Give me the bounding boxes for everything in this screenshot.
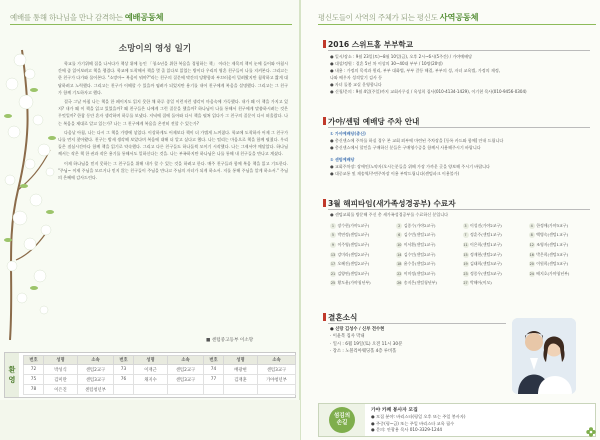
cert-entry (396, 240, 462, 250)
table-row (24, 365, 296, 375)
entry-number: 21 (330, 271, 336, 276)
entry-name: 이은희(센텀1교구) (470, 241, 502, 247)
table-row (330, 259, 595, 269)
cell: 74 (204, 365, 224, 375)
cell: 75 (24, 375, 44, 385)
entry-name: 이주영(센텀1교구) (337, 241, 370, 247)
cert-entry (330, 221, 396, 231)
wedding-details (330, 326, 508, 356)
blossom-illustration (0, 40, 58, 340)
entry-name: 박연정(센텀1교구) (337, 232, 370, 238)
volunteer-box (318, 403, 596, 437)
table-row (330, 250, 595, 260)
welcome-box (4, 352, 296, 398)
cell: 이은진 (44, 385, 78, 395)
cell: 77 (204, 375, 224, 385)
table-row (24, 385, 296, 395)
cert-entry (330, 259, 396, 269)
flower-icon (586, 427, 596, 437)
cell: 김재훈 (224, 375, 258, 385)
entry-name: 박은희(센텀3교구) (536, 251, 569, 257)
entry-number: 19 (463, 262, 468, 267)
cert-entry (529, 279, 595, 289)
cell: 센텀청년부 (78, 385, 114, 395)
detail-line: ● 신청/문의 : 9월 4일(주일)까지 교회사무실 / 육성희 집사(010-4134-1429), 이기현 목사(010-9456-0304) (330, 89, 527, 94)
cert-entry (396, 279, 462, 289)
cert-entry (330, 269, 396, 279)
entry-number: 26 (397, 281, 402, 286)
section-marker (323, 117, 326, 125)
cert-table (330, 221, 595, 288)
cert-entry (529, 231, 595, 241)
essay-author: ■ 센텀중고등부 이소망 (206, 338, 254, 343)
entry-name: 김종수(가야2교구) (403, 222, 436, 228)
section-rule (328, 127, 590, 128)
entry-name: 박해아(이모) (470, 280, 492, 286)
right-header-rule (318, 24, 596, 25)
entry-number: 10 (397, 242, 402, 247)
entry-number: 4 (530, 223, 533, 228)
entry-name: 김태희(센텀3교구) (470, 261, 502, 267)
detail-line: ● 문의: 안광용 목사 010-3329-1244 (371, 427, 443, 433)
essay-body (58, 60, 288, 183)
detail-line: ● 총신센스에 주차를 하실 경우 본 교회 외부에 마련된 주차장을 [등록 카드와 함께] 안내 드립니다 (330, 138, 504, 143)
cert-entry (529, 269, 595, 279)
entry-number: 17 (330, 262, 336, 267)
entry-number: 25 (330, 281, 336, 286)
school-details (330, 53, 595, 95)
page-spine (299, 0, 301, 440)
cell: 센텀2교구 (78, 365, 114, 375)
detail-line: ● 모집 분야: 바리스타(평일 오후 또는 주일 봉사자) (371, 414, 466, 420)
entry-name: 이원희(센텀3교구) (536, 261, 569, 267)
table-row (330, 240, 595, 250)
entry-number: 7 (464, 233, 467, 238)
right-header-title: 사역공동체 (439, 12, 479, 22)
volunteer-badge (329, 407, 355, 433)
wedding-couple: ● 신랑 김성수 / 신부 전수현 (330, 327, 385, 332)
col-header: 소속 (168, 356, 204, 365)
essay-paragraph: 다음날 아침, 나는 다시 그 책을 가방에 넣었다. 이상하게도 어제보다 책이 더 가볍게 느껴졌다. 학교에 도착하자 어제 그 친구가 나를 먼저 찾아왔다. 친구는 밤새 생각해 보았다며 복음에 대해 더 알고 싶다고 했다. 나는 떨리는 마음으로 책을 함께 펼쳤다. 우리 둘은 점심시간마다 함께 책을 읽기로 약속했다. 그리고 다른 친구들도 하나둘씩 모이기 시작했다. 나는 그제서야 깨달았다. 하나님께서는 작은 책 한 권과 작은 용기를 통해서도 일하신다는 것을. 나는 부족하지만 하나님은 나를 통해 내 친구들을 만나고 계셨다. (58, 129, 288, 157)
entry-number: 20 (529, 262, 534, 267)
detail-line: ● 일시/장소 : 9월 23일(토)~8월 10일(금), 오후 2시~6시(5주간) / 가야예배당 (330, 54, 473, 59)
cert-entry (396, 221, 462, 231)
cell: 채지수 (134, 375, 168, 385)
welcome-tag (5, 353, 19, 397)
cell: 76 (114, 375, 134, 385)
cert-entry (396, 250, 462, 260)
badge-top: 섬김의 (333, 413, 351, 419)
cell: 가야청년부 (258, 375, 296, 385)
entry-name: 김양연(센텀3교구) (337, 270, 370, 276)
detail-line: 나와 배우자 성격알기 검사 등 (330, 75, 383, 80)
entry-name: 한정애(가야3교구) (536, 222, 569, 228)
detail-line: ● 자녀 돌봄 교실 운영합니다 (330, 82, 382, 87)
entry-number: 2 (398, 223, 401, 228)
entry-name: 정종우(센텀3교구) (470, 270, 502, 276)
entry-name: 이서환(센텀1교구) (403, 241, 436, 247)
table-row (330, 269, 595, 279)
section-rule (328, 50, 590, 51)
entry-name: 정재현(센텀2교구) (470, 251, 502, 257)
entry-name: 오혜진(센텀2교구) (337, 261, 370, 267)
essay-paragraph: 결국 그날 아침 나는 책을 한 페이지도 읽지 못한 채 하루 종일 이런저런 생각이 마음속에 가득했다. 내가 왜 이 책을 가지고 있지? 내가 왜 이 책을 읽고 있었을까? 왜 친구들은 나에게 그런 질문을 했을까? 하나님이 나를 통해서 친구에게 말씀하시려는 것은 무엇일까? 한참 동안 혼자 생각하며 하루를 보냈다. 저녁에 집에 돌아와 다시 책을 펼쳐 읽다가 그 친구의 질문이 다시 떠올랐다. 나는 복음을 제대로 알고 있는가? 나는 그 친구에게 복음을 온전히 전할 수 있는가? (58, 99, 288, 126)
entry-number: 15 (463, 252, 468, 257)
left-header (10, 12, 163, 23)
right-header (318, 12, 478, 23)
wedding-title: 결혼소식 (328, 313, 358, 322)
essay-paragraph: 이제 하나님을 믿지 못하는 그 친구들을 위해 내가 할 수 있는 것을 하려고 한다. 매주 친구들과 함께 복음 책을 읽고 기도한다. "주님~ 이제 주님을 모르거나 믿지 않는 친구들이 주님을 만나고 주님의 자녀가 되게 하소서. 저를 통해 주님을 알게 하소서." 주님의 은혜에 감사드린다. (58, 160, 288, 181)
col-header: 번호 (24, 356, 44, 365)
section-marker (323, 313, 326, 321)
entry-number: 24 (529, 271, 534, 276)
welcome-header-row (24, 356, 296, 365)
cert-entry (529, 259, 595, 269)
entry-name: 이미정(센텀3교구) (403, 270, 436, 276)
section-marker (323, 40, 326, 48)
entry-name: 강미라(센텀2교구) (337, 251, 370, 257)
cell: 박성식 (44, 365, 78, 375)
col-header: 성명 (224, 356, 258, 365)
entry-number: 8 (530, 233, 533, 238)
entry-number: 16 (529, 252, 534, 257)
cert-entry (529, 250, 595, 260)
school-title: 2016 스위트홈 부부학교 (328, 40, 414, 49)
entry-number: 5 (331, 233, 335, 238)
cell (258, 385, 296, 395)
cell (134, 385, 168, 395)
cert-entry (463, 250, 529, 260)
cell: 72 (24, 365, 44, 375)
cert-entry (463, 259, 529, 269)
col-header: 성명 (44, 356, 78, 365)
parking-details (330, 130, 595, 177)
left-header-rule (10, 24, 292, 25)
welcome-tag-bottom: 영 (8, 376, 16, 384)
cert-entry (330, 250, 396, 260)
essay-title: 소망이의 영성 일기 (118, 44, 192, 54)
cell: 센텀2교구 (168, 365, 204, 375)
volunteer-tag (319, 404, 365, 436)
cert-entry (463, 279, 529, 289)
detail-line: ● 주중(평~금) 또는 주일 바리스타 교육 필수 (371, 420, 455, 426)
entry-name: 윤수웅(센텀2교구) (403, 261, 436, 267)
cert-entry (463, 269, 529, 279)
cell: 이재근 (134, 365, 168, 375)
entry-number: 14 (397, 252, 402, 257)
entry-name: 백병숙(센텀1교구) (536, 232, 569, 238)
cert-entry (463, 240, 529, 250)
entry-number: 11 (463, 242, 468, 247)
cert-entry (330, 231, 396, 241)
entry-number: 27 (463, 281, 468, 286)
entry-name: 이성진(가야2교구) (470, 222, 502, 228)
cell: 센텀3교구 (78, 375, 114, 385)
entry-name: 정훈주(센텀1교구) (470, 232, 502, 238)
entry-number: 3 (464, 223, 467, 228)
parking-subtitle: ② 센텀예배당 (330, 157, 355, 162)
entry-number: 22 (397, 271, 402, 276)
cell: 73 (114, 365, 134, 375)
section-rule (328, 323, 506, 324)
detail-line: · 이윤복 집사 막내 (330, 334, 365, 340)
parking-subtitle: ① 가야예배당(총신) (330, 131, 366, 136)
cell: 센텀3교구 (168, 375, 204, 385)
detail-line: ● 대중교통 및 재송역/주변주차장 이용 부탁드립니다(센텀파크 이용불가) (330, 171, 460, 176)
detail-line: ● 내용 : 가정의 목적과 원리, 부부 대화법, 부부 갈등 해결, 부부의 성, 자녀 교육법, 가정의 재정, (330, 68, 501, 73)
table-row (330, 221, 595, 231)
badge-bottom: 손길 (336, 420, 348, 426)
entry-name: 송지은(센텀청년부) (403, 280, 437, 286)
cell (224, 385, 258, 395)
entry-number: 9 (331, 242, 335, 247)
welcome-tag-top: 환 (8, 366, 16, 374)
detail-line: ● 대상/정원 : 결혼 5년 차 이상의 30~40대 부부 / 10쌍(20명) (330, 61, 443, 66)
entry-name: 김수인(센텀2교구) (403, 251, 436, 257)
cell: 78 (24, 385, 44, 395)
entry-number: 18 (397, 262, 402, 267)
cell (114, 385, 134, 395)
table-row (330, 231, 595, 241)
parking-title: 가야/센텀 예배당 주차 안내 (328, 117, 420, 126)
detail-line: · 장소 : 노블리아웨딩홀 4층 루비홀 (330, 349, 397, 355)
cert-intro-wrap (330, 211, 595, 218)
entry-name: 장수현(가야1교구) (337, 222, 370, 228)
wedding-photo (512, 318, 576, 394)
entry-number: 12 (529, 242, 534, 247)
cert-entry (396, 269, 462, 279)
cell: 센텀3교구 (258, 365, 296, 375)
section-marker (323, 199, 326, 207)
cell: 배광현 (224, 365, 258, 375)
entry-number: 13 (330, 252, 336, 257)
cell (204, 385, 224, 395)
table-row (330, 279, 595, 289)
left-bottom-band (0, 400, 300, 440)
col-header: 번호 (204, 356, 224, 365)
cert-entry (396, 259, 462, 269)
entry-number: 23 (463, 271, 468, 276)
col-header: 소속 (258, 356, 296, 365)
col-header: 성명 (134, 356, 168, 365)
left-header-prefix: 예배를 통해 하나님을 만나 감격하는 (10, 13, 125, 22)
detail-line: ● 교회주차장: 장애인/노약자/오시는분들을 위해 가장 가까운 곳을 양보해 주시기 바랍니다 (330, 164, 490, 169)
cert-entry (529, 240, 595, 250)
cert-intro: ● 센텀교회를 방문해 주신 총 새가족성경공부를 수료하신 분입니다 (330, 212, 449, 217)
section-rule (328, 209, 590, 210)
right-header-prefix: 평신도들이 사역의 주체가 되는 평신도 (318, 13, 440, 22)
cert-title: 3월 해피타임(새가족성경공부) 수료자 (328, 199, 456, 208)
entry-name: 황도윤(가야청년부) (337, 280, 371, 286)
left-header-title: 예배공동체 (124, 12, 164, 22)
entry-name: 배지호(가야청년부) (536, 270, 570, 276)
cert-entry (396, 231, 462, 241)
cert-entry (330, 279, 396, 289)
entry-number: 1 (331, 223, 335, 228)
cert-entry (463, 231, 529, 241)
cert-entry (529, 221, 595, 231)
entry-name: 조영자(센텀1교구) (536, 241, 569, 247)
table-row (24, 375, 296, 385)
col-header: 소속 (78, 356, 114, 365)
essay-paragraph: 학교를 가기위해 집을 나서다가 책상 위에 놓인 「청소년을 위한 복음을 경험하는 책」 이라는 제목의 책이 눈에 들어와 아침시간에 좀 읽어보려고 책을 챙겼다. 학교에 도착해서 책을 몇 줄 읽다보 읽었는 방이다 우리의 영혼 친구들이 나를 지켜본다. 그리고는 한 친구가 다가와 물어본다. "소망아~ 복음이 뭐야?"라는 친구의 질문에 막간의 당황함과 부끄러움이 밀려왔지만 침착하고 짧게 대답하려고 노력했다. 그리고는 친구가 이해할 수 있을까 염려가 되었지만 용기를 내어 친구에게 복음을 설명했다. 그리고는 그 친구가 함께 기도하자고 했다. (58, 61, 288, 95)
entry-name: 김수빈(센텀1교구) (403, 232, 436, 238)
welcome-table (23, 355, 296, 395)
volunteer-details (371, 408, 571, 434)
entry-number: 6 (398, 233, 401, 238)
volunteer-title: 가야 카페 봉사자 모집 (371, 408, 418, 413)
cell (168, 385, 204, 395)
detail-line: · 일시 : 6월 19일(토) 오전 11시 30분 (330, 341, 403, 347)
col-header: 번호 (114, 356, 134, 365)
cell: 김미란 (44, 375, 78, 385)
cert-entry (463, 221, 529, 231)
detail-line: ● 총신센스에서 할인을 구매하신 분들은 구매영수증을 함께서 사용해주시기 바랍니다 (330, 145, 481, 150)
cert-entry (330, 240, 396, 250)
